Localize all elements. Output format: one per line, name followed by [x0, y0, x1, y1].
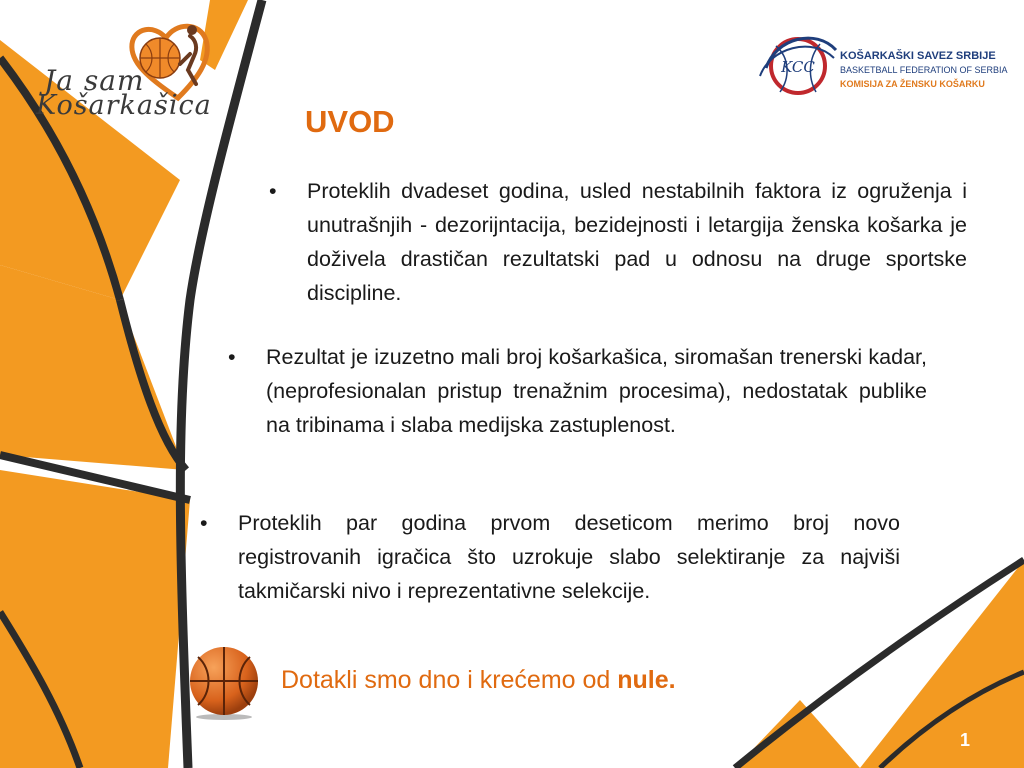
tagline-text: Dotakli smo dno i krećemo od: [281, 666, 618, 694]
federation-name: KOŠARKAŠKI SAVEZ SRBIJE: [840, 50, 996, 62]
bullet-item-2: [228, 340, 927, 442]
logo-text-kosarkasica: Košarkašica: [36, 90, 212, 121]
bullet-text-3: Proteklih par godina prvom deseticom merimo broj novo registrovanih igračica što uzrokuje slabo selektiranje za najviši takmičarski nivo i reprezentativne selekcije.: [238, 511, 900, 603]
logo-text-ja-sam: Ja sam: [44, 64, 145, 97]
court-shape-left-middle: [0, 265, 185, 470]
court-shape-right-corner: [735, 700, 860, 768]
bullet-item-1: [269, 174, 967, 310]
basketball-federation-logo: [756, 28, 1006, 100]
tagline: [281, 666, 676, 695]
bullet-item-3: [200, 506, 900, 608]
bullet-dot: •: [200, 511, 208, 535]
federation-commission: KOMISIJA ZA ŽENSKU KOŠARKU: [840, 79, 985, 89]
federation-emblem-text: KCC: [781, 58, 815, 76]
basketball-icon: [186, 645, 262, 721]
bullet-dot: •: [228, 345, 236, 369]
bullet-text-2: Rezultat je izuzetno mali broj košarkašica, siromašan trenerski kadar, (neprofesionalan pristup trenažnim procesima), nedostatak publike na tribinama i slaba medijska zastuplenost.: [266, 345, 927, 437]
ja-sam-kosarkasica-logo: [30, 14, 230, 124]
bullet-dot: •: [269, 179, 277, 203]
federation-emblem-icon: [756, 28, 838, 100]
court-shape-left-bottom: [0, 470, 190, 768]
federation-name-english: BASKETBALL FEDERATION OF SERBIA: [840, 65, 1008, 75]
page-number: 1: [959, 730, 970, 750]
slide-title: UVOD: [305, 104, 395, 139]
bullet-text-1: Proteklih dvadeset godina, usled nestabilnih faktora iz ogruženja i unutrašnjih - dezorijntacija, bezidejnosti i letargija ženska košarka je doživela drastičan rezultatski pad u odnosu na druge sportske discipline.: [307, 179, 967, 305]
tagline-bold: nule.: [617, 666, 676, 694]
